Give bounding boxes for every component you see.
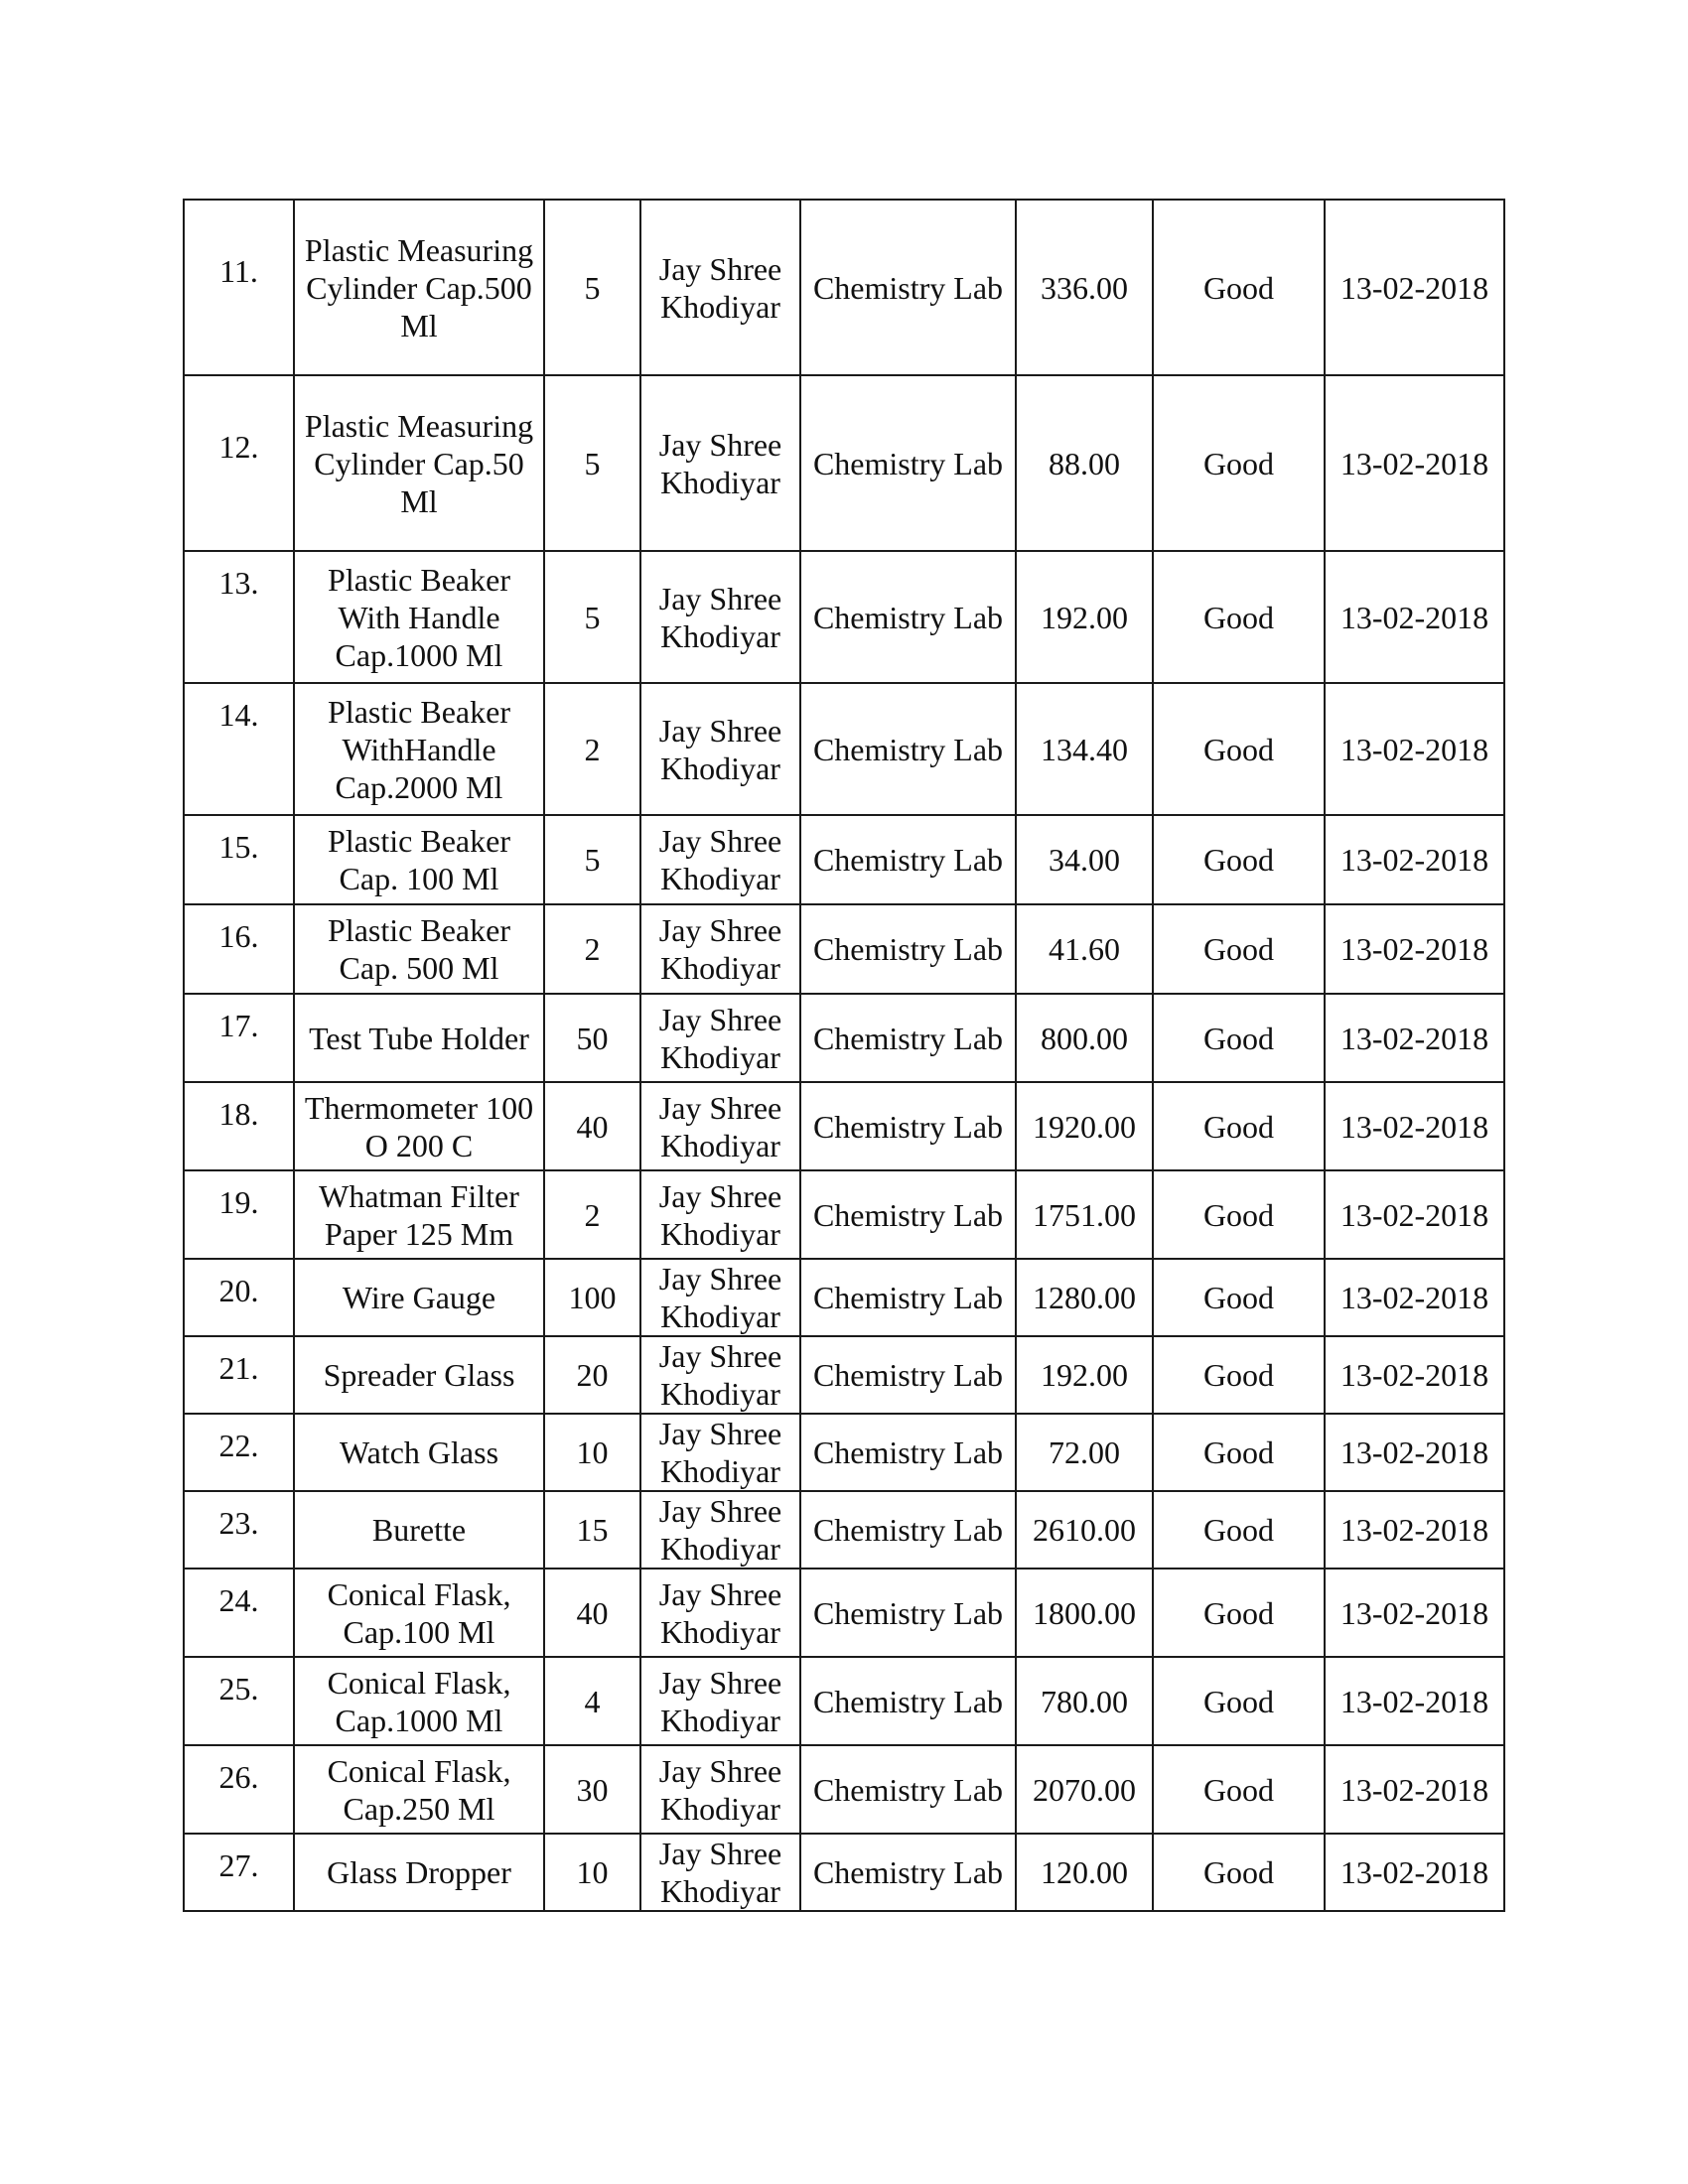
serial-number-cell: 14. [184, 683, 294, 815]
condition-cell: Good [1153, 1259, 1325, 1336]
item-name-cell: Conical Flask, Cap.250 Ml [294, 1745, 544, 1834]
quantity-cell: 40 [544, 1082, 640, 1170]
supplier-cell: Jay Shree Khodiyar [640, 1336, 800, 1414]
serial-number-cell: 25. [184, 1657, 294, 1745]
item-name-cell: Plastic Measuring Cylinder Cap.50 Ml [294, 375, 544, 551]
serial-number-cell: 24. [184, 1569, 294, 1657]
location-cell: Chemistry Lab [800, 1336, 1016, 1414]
location-cell: Chemistry Lab [800, 815, 1016, 904]
table-row [184, 1745, 1504, 1834]
date-cell: 13-02-2018 [1325, 1336, 1504, 1414]
serial-number-cell: 20. [184, 1259, 294, 1336]
serial-number-cell: 18. [184, 1082, 294, 1170]
supplier-cell: Jay Shree Khodiyar [640, 904, 800, 994]
serial-number-cell: 27. [184, 1834, 294, 1911]
table-row [184, 815, 1504, 904]
condition-cell: Good [1153, 1414, 1325, 1491]
location-cell: Chemistry Lab [800, 1745, 1016, 1834]
inventory-table [183, 199, 1505, 1912]
table-row [184, 1414, 1504, 1491]
item-name-cell: Plastic Beaker Cap. 500 Ml [294, 904, 544, 994]
quantity-cell: 30 [544, 1745, 640, 1834]
amount-cell: 192.00 [1016, 551, 1153, 683]
condition-cell: Good [1153, 1834, 1325, 1911]
item-name-cell: Burette [294, 1491, 544, 1569]
date-cell: 13-02-2018 [1325, 683, 1504, 815]
date-cell: 13-02-2018 [1325, 1259, 1504, 1336]
item-name-cell: Glass Dropper [294, 1834, 544, 1911]
quantity-cell: 5 [544, 551, 640, 683]
location-cell: Chemistry Lab [800, 994, 1016, 1082]
condition-cell: Good [1153, 200, 1325, 375]
table-row [184, 1569, 1504, 1657]
serial-number-cell: 26. [184, 1745, 294, 1834]
quantity-cell: 100 [544, 1259, 640, 1336]
location-cell: Chemistry Lab [800, 1834, 1016, 1911]
amount-cell: 2610.00 [1016, 1491, 1153, 1569]
table-row [184, 1259, 1504, 1336]
supplier-cell: Jay Shree Khodiyar [640, 200, 800, 375]
amount-cell: 41.60 [1016, 904, 1153, 994]
amount-cell: 1751.00 [1016, 1170, 1153, 1259]
date-cell: 13-02-2018 [1325, 1657, 1504, 1745]
item-name-cell: Plastic Beaker WithHandle Cap.2000 Ml [294, 683, 544, 815]
amount-cell: 88.00 [1016, 375, 1153, 551]
date-cell: 13-02-2018 [1325, 1834, 1504, 1911]
date-cell: 13-02-2018 [1325, 994, 1504, 1082]
supplier-cell: Jay Shree Khodiyar [640, 1491, 800, 1569]
supplier-cell: Jay Shree Khodiyar [640, 1414, 800, 1491]
serial-number-cell: 15. [184, 815, 294, 904]
table-row [184, 551, 1504, 683]
table-row [184, 1082, 1504, 1170]
table-row [184, 1336, 1504, 1414]
date-cell: 13-02-2018 [1325, 375, 1504, 551]
table-row [184, 1834, 1504, 1911]
table-row [184, 683, 1504, 815]
condition-cell: Good [1153, 1745, 1325, 1834]
quantity-cell: 40 [544, 1569, 640, 1657]
item-name-cell: Test Tube Holder [294, 994, 544, 1082]
amount-cell: 1800.00 [1016, 1569, 1153, 1657]
amount-cell: 120.00 [1016, 1834, 1153, 1911]
item-name-cell: Whatman Filter Paper 125 Mm [294, 1170, 544, 1259]
supplier-cell: Jay Shree Khodiyar [640, 1834, 800, 1911]
amount-cell: 72.00 [1016, 1414, 1153, 1491]
supplier-cell: Jay Shree Khodiyar [640, 1170, 800, 1259]
serial-number-cell: 13. [184, 551, 294, 683]
amount-cell: 34.00 [1016, 815, 1153, 904]
condition-cell: Good [1153, 1082, 1325, 1170]
serial-number-cell: 19. [184, 1170, 294, 1259]
item-name-cell: Conical Flask, Cap.1000 Ml [294, 1657, 544, 1745]
quantity-cell: 50 [544, 994, 640, 1082]
date-cell: 13-02-2018 [1325, 1414, 1504, 1491]
location-cell: Chemistry Lab [800, 551, 1016, 683]
item-name-cell: Thermometer 100 O 200 C [294, 1082, 544, 1170]
date-cell: 13-02-2018 [1325, 200, 1504, 375]
table-row [184, 1657, 1504, 1745]
location-cell: Chemistry Lab [800, 683, 1016, 815]
serial-number-cell: 16. [184, 904, 294, 994]
location-cell: Chemistry Lab [800, 1259, 1016, 1336]
amount-cell: 2070.00 [1016, 1745, 1153, 1834]
date-cell: 13-02-2018 [1325, 1491, 1504, 1569]
supplier-cell: Jay Shree Khodiyar [640, 1569, 800, 1657]
location-cell: Chemistry Lab [800, 200, 1016, 375]
supplier-cell: Jay Shree Khodiyar [640, 375, 800, 551]
table-row [184, 375, 1504, 551]
condition-cell: Good [1153, 1657, 1325, 1745]
item-name-cell: Wire Gauge [294, 1259, 544, 1336]
condition-cell: Good [1153, 994, 1325, 1082]
serial-number-cell: 17. [184, 994, 294, 1082]
quantity-cell: 20 [544, 1336, 640, 1414]
supplier-cell: Jay Shree Khodiyar [640, 1745, 800, 1834]
date-cell: 13-02-2018 [1325, 904, 1504, 994]
item-name-cell: Plastic Beaker With Handle Cap.1000 Ml [294, 551, 544, 683]
location-cell: Chemistry Lab [800, 1082, 1016, 1170]
supplier-cell: Jay Shree Khodiyar [640, 994, 800, 1082]
date-cell: 13-02-2018 [1325, 1569, 1504, 1657]
serial-number-cell: 21. [184, 1336, 294, 1414]
date-cell: 13-02-2018 [1325, 1170, 1504, 1259]
condition-cell: Good [1153, 1336, 1325, 1414]
quantity-cell: 15 [544, 1491, 640, 1569]
location-cell: Chemistry Lab [800, 1569, 1016, 1657]
location-cell: Chemistry Lab [800, 1491, 1016, 1569]
amount-cell: 780.00 [1016, 1657, 1153, 1745]
amount-cell: 1280.00 [1016, 1259, 1153, 1336]
date-cell: 13-02-2018 [1325, 815, 1504, 904]
serial-number-cell: 23. [184, 1491, 294, 1569]
table-row [184, 904, 1504, 994]
quantity-cell: 2 [544, 683, 640, 815]
location-cell: Chemistry Lab [800, 1657, 1016, 1745]
inventory-table-body [184, 200, 1504, 1911]
amount-cell: 336.00 [1016, 200, 1153, 375]
serial-number-cell: 22. [184, 1414, 294, 1491]
quantity-cell: 5 [544, 375, 640, 551]
date-cell: 13-02-2018 [1325, 1745, 1504, 1834]
location-cell: Chemistry Lab [800, 1170, 1016, 1259]
quantity-cell: 4 [544, 1657, 640, 1745]
location-cell: Chemistry Lab [800, 904, 1016, 994]
date-cell: 13-02-2018 [1325, 551, 1504, 683]
table-row [184, 994, 1504, 1082]
supplier-cell: Jay Shree Khodiyar [640, 1082, 800, 1170]
supplier-cell: Jay Shree Khodiyar [640, 683, 800, 815]
location-cell: Chemistry Lab [800, 375, 1016, 551]
supplier-cell: Jay Shree Khodiyar [640, 1657, 800, 1745]
item-name-cell: Plastic Beaker Cap. 100 Ml [294, 815, 544, 904]
condition-cell: Good [1153, 1491, 1325, 1569]
table-row [184, 200, 1504, 375]
quantity-cell: 5 [544, 815, 640, 904]
condition-cell: Good [1153, 815, 1325, 904]
condition-cell: Good [1153, 551, 1325, 683]
item-name-cell: Conical Flask, Cap.100 Ml [294, 1569, 544, 1657]
quantity-cell: 2 [544, 1170, 640, 1259]
item-name-cell: Spreader Glass [294, 1336, 544, 1414]
amount-cell: 1920.00 [1016, 1082, 1153, 1170]
condition-cell: Good [1153, 1569, 1325, 1657]
serial-number-cell: 11. [184, 200, 294, 375]
supplier-cell: Jay Shree Khodiyar [640, 815, 800, 904]
table-row [184, 1491, 1504, 1569]
amount-cell: 134.40 [1016, 683, 1153, 815]
location-cell: Chemistry Lab [800, 1414, 1016, 1491]
condition-cell: Good [1153, 904, 1325, 994]
condition-cell: Good [1153, 683, 1325, 815]
condition-cell: Good [1153, 1170, 1325, 1259]
serial-number-cell: 12. [184, 375, 294, 551]
amount-cell: 800.00 [1016, 994, 1153, 1082]
item-name-cell: Plastic Measuring Cylinder Cap.500 Ml [294, 200, 544, 375]
supplier-cell: Jay Shree Khodiyar [640, 1259, 800, 1336]
condition-cell: Good [1153, 375, 1325, 551]
supplier-cell: Jay Shree Khodiyar [640, 551, 800, 683]
quantity-cell: 10 [544, 1414, 640, 1491]
date-cell: 13-02-2018 [1325, 1082, 1504, 1170]
table-row [184, 1170, 1504, 1259]
amount-cell: 192.00 [1016, 1336, 1153, 1414]
quantity-cell: 10 [544, 1834, 640, 1911]
quantity-cell: 5 [544, 200, 640, 375]
quantity-cell: 2 [544, 904, 640, 994]
item-name-cell: Watch Glass [294, 1414, 544, 1491]
